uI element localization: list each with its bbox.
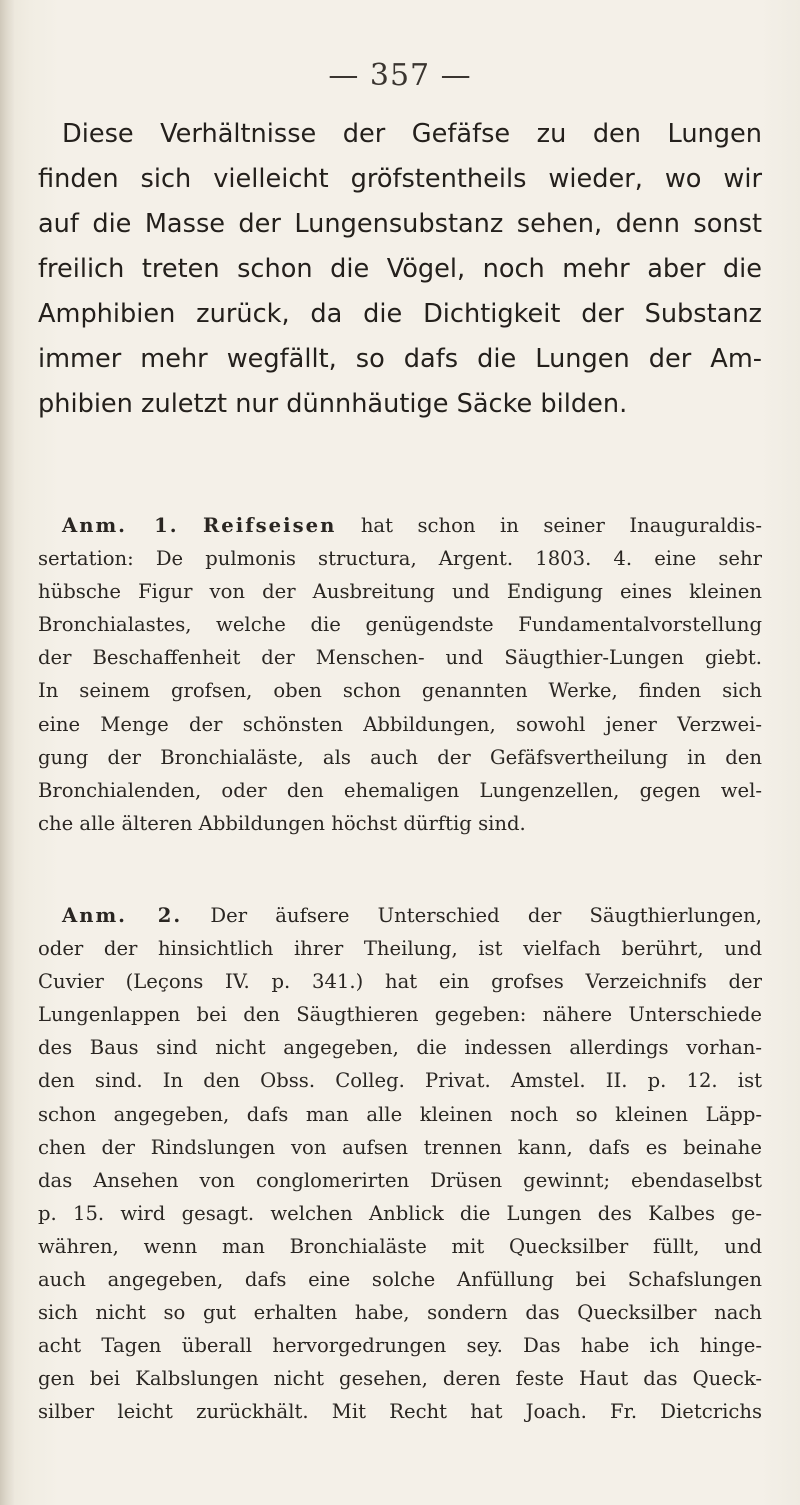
note-line: chen der Rindslungen von aufsen trennen kann, dafs es beinahe <box>38 1135 762 1159</box>
note-line: auch angegeben, dafs eine solche Anfüllung bei Schafslungen <box>38 1268 762 1292</box>
main-line: freilich treten schon die Vögel, noch mehr aber die <box>38 254 762 284</box>
footnote-1 <box>38 509 762 840</box>
note-line: des Baus sind nicht angegeben, die indessen allerdings vorhan- <box>38 1036 762 1060</box>
note-line: Bronchialastes, welche die genügendste Fundamentalvorstellung <box>38 613 762 637</box>
note-line: das Ansehen von conglomerirten Drüsen gewinnt; ebendaselbst <box>38 1168 762 1192</box>
page-gutter <box>0 0 14 1505</box>
note-label: Anm. 1. <box>62 514 179 537</box>
note-line: Lungenlappen bei den Säugthieren gegeben: nähere Unterschiede <box>38 1003 762 1027</box>
note-line: acht Tagen überall hervorgedrungen sey. Das habe ich hinge- <box>38 1334 762 1358</box>
note-line: hübsche Figur von der Ausbreitung und Endigung eines kleinen <box>38 580 762 604</box>
note-line: oder der hinsichtlich ihrer Theilung, ist vielfach berührt, und <box>38 937 762 961</box>
note-line <box>38 509 762 542</box>
note-line: der Beschaffenheit der Menschen- und Säugthier-Lungen giebt. <box>38 646 762 670</box>
note-line: Cuvier (Leçons IV. p. 341.) hat ein grofses Verzeichnifs der <box>38 970 762 994</box>
main-paragraph <box>38 112 762 427</box>
note-line: sertation: De pulmonis structura, Argent. 1803. 4. eine sehr <box>38 547 762 571</box>
note-line: p. 15. wird gesagt. welchen Anblick die Lungen des Kalbes ge- <box>38 1201 762 1225</box>
note-line: gung der Bronchialäste, als auch der Gefäfsvertheilung in den <box>38 745 762 769</box>
note-text: hat schon in seiner Inauguraldis- <box>360 514 762 537</box>
note-line: che alle älteren Abbildungen höchst dürftig sind. <box>38 811 526 835</box>
note-text: Der äufsere Unterschied der Säugthierlungen, <box>210 904 762 927</box>
note-label: Anm. 2. <box>62 904 183 927</box>
main-line: phibien zuletzt nur dünnhäutige Säcke bilden. <box>38 389 628 419</box>
note-line: silber leicht zurückhält. Mit Recht hat Joach. Fr. Dietcrichs <box>38 1400 762 1424</box>
note-line: In seinem grofsen, oben schon genannten Werke, finden sich <box>38 679 762 703</box>
main-line: Diese Verhältnisse der Gefäfse zu den Lungen <box>62 119 762 149</box>
note-line: gen bei Kalbslungen nicht gesehen, deren feste Haut das Queck- <box>38 1367 762 1391</box>
note-author: Reifseisen <box>203 514 337 537</box>
note-line: sich nicht so gut erhalten habe, sondern das Quecksilber nach <box>38 1301 762 1325</box>
main-line: auf die Masse der Lungensubstanz sehen, denn sonst <box>38 209 762 239</box>
footnote-2 <box>38 899 762 1429</box>
note-line: schon angegeben, dafs man alle kleinen noch so kleinen Läpp- <box>38 1102 762 1126</box>
main-line: immer mehr wegfällt, so dafs die Lungen der Am- <box>38 344 762 374</box>
note-line: Bronchialenden, oder den ehemaligen Lungenzellen, gegen wel- <box>38 778 762 802</box>
page-number: — 357 — <box>328 58 472 93</box>
note-line: eine Menge der schönsten Abbildungen, sowohl jener Verzwei- <box>38 712 762 736</box>
note-line: den sind. In den Obss. Colleg. Privat. Amstel. II. p. 12. ist <box>38 1069 762 1093</box>
note-line: währen, wenn man Bronchialäste mit Quecksilber füllt, und <box>38 1234 762 1258</box>
note-line <box>38 899 762 932</box>
main-line: Amphibien zurück, da die Dichtigkeit der Substanz <box>38 299 762 329</box>
main-line: finden sich vielleicht gröfstentheils wieder, wo wir <box>38 164 762 194</box>
